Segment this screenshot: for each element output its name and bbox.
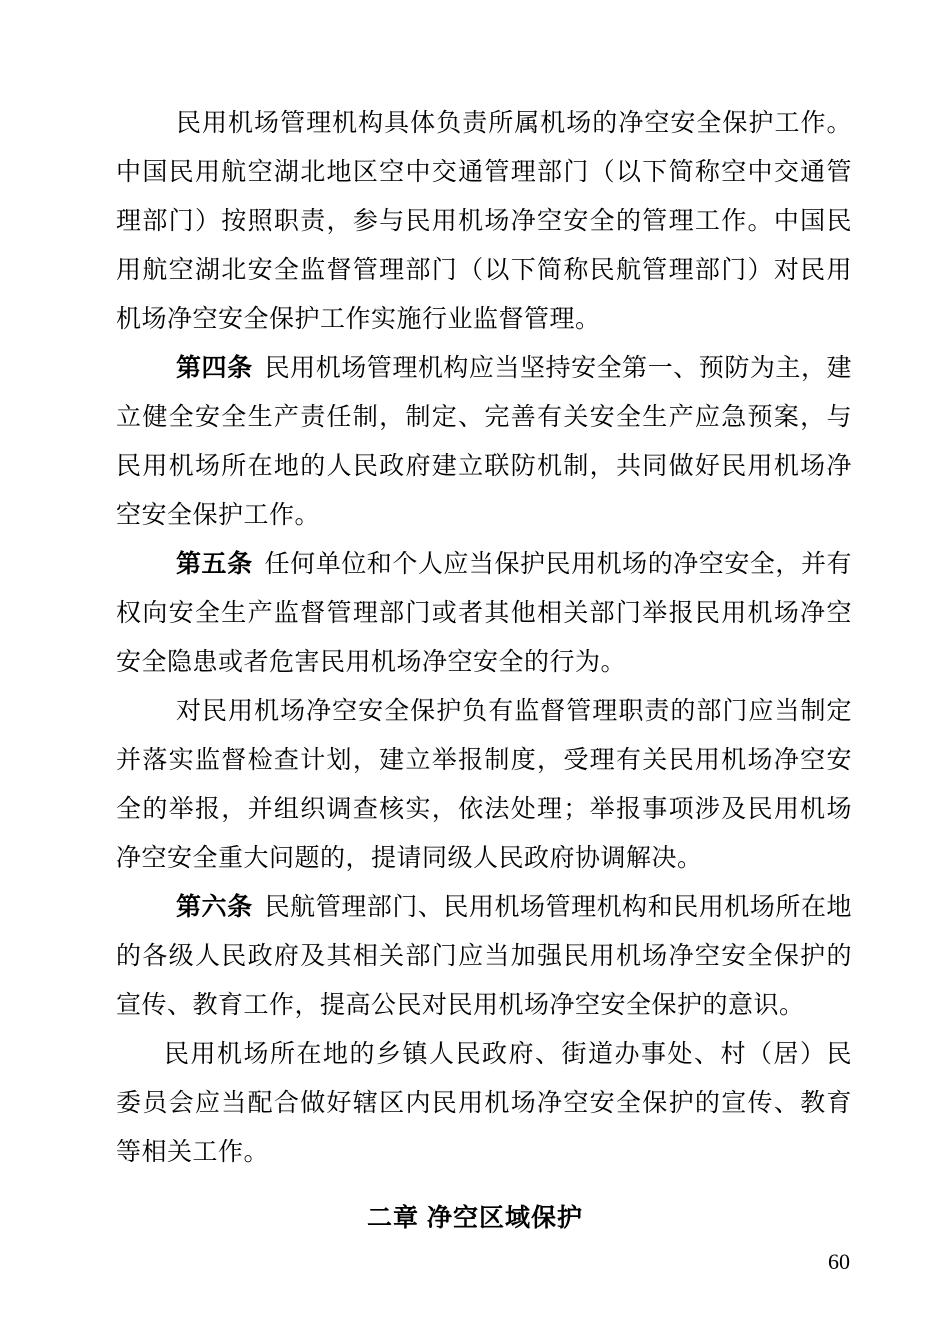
chapter-title: 净空区域保护 bbox=[427, 1203, 584, 1232]
chapter-heading bbox=[0, 1198, 950, 1238]
paragraph-article-6 bbox=[116, 882, 852, 1029]
paragraph-text: 任何单位和个人应当保护民用机场的净空安全，并有权向安全生产监督管理部门或者其他相关部门举报民用机场净空安全隐患或者危害民用机场净空安全的行为。 bbox=[116, 549, 852, 676]
paragraph-text: 民用机场管理机构应当坚持安全第一、预防为主，建立健全安全生产责任制，制定、完善有关安全生产应急预案，与民用机场所在地的人民政府建立联防机制，共同做好民用机场净空安全保护工作。 bbox=[116, 353, 852, 529]
paragraph-text: 民用机场管理机构具体负责所属机场的净空安全保护工作。中国民用航空湖北地区空中交通管理部门（以下简称空中交通管理部门）按照职责，参与民用机场净空安全的管理工作。中国民用航空湖北安全监督管理部门（以下简称民航管理部门）对民用机场净空安全保护工作实施行业监督管理。 bbox=[116, 108, 852, 333]
page-number: 60 bbox=[828, 1249, 850, 1274]
paragraph-4 bbox=[116, 686, 852, 882]
paragraph-text: 民航管理部门、民用机场管理机构和民用机场所在地的各级人民政府及其相关部门应当加强民用机场净空安全保护的宣传、教育工作，提高公民对民用机场净空安全保护的意识。 bbox=[116, 892, 852, 1019]
article-number: 第五条 bbox=[176, 549, 253, 578]
chapter-number: 二章 bbox=[366, 1203, 419, 1232]
paragraph-article-4 bbox=[116, 343, 852, 539]
article-number: 第四条 bbox=[176, 353, 253, 382]
paragraph-article-5 bbox=[116, 539, 852, 686]
paragraph-1 bbox=[116, 98, 852, 343]
article-number: 第六条 bbox=[176, 892, 253, 921]
paragraph-text: 民用机场所在地的乡镇人民政府、街道办事处、村（居）民委员会应当配合做好辖区内民用机场净空安全保护的宣传、教育等相关工作。 bbox=[116, 1039, 852, 1166]
document-body bbox=[116, 98, 852, 1176]
paragraph-text: 对民用机场净空安全保护负有监督管理职责的部门应当制定并落实监督检查计划，建立举报制度，受理有关民用机场净空安全的举报，并组织调查核实，依法处理；举报事项涉及民用机场净空安全重大问题的，提请同级人民政府协调解决。 bbox=[116, 696, 852, 872]
paragraph-6 bbox=[116, 1029, 852, 1176]
